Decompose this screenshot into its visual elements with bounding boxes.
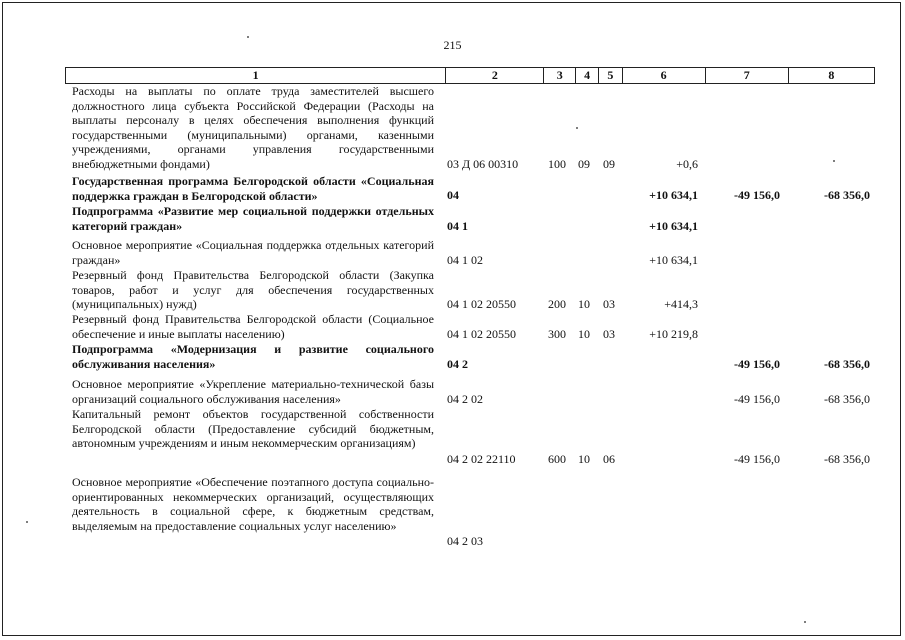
row-col-5: 03 — [603, 297, 615, 311]
scan-speck — [576, 127, 578, 129]
table-row-desc: Подпрограмма «Модернизация и развитие социального обслуживания населения» — [72, 342, 434, 371]
col-header-7: 7 — [705, 68, 788, 84]
scan-speck — [247, 36, 249, 38]
col-header-2: 2 — [446, 68, 544, 84]
table-row-desc: Капитальный ремонт объектов государственной собственности Белгородской области (Предоставление субсидий бюджетным, автономным учреждениям и иным некоммерческим организациям) — [72, 407, 434, 451]
row-col-7: -49 156,0 — [734, 452, 780, 466]
row-col-4: 09 — [578, 157, 590, 171]
row-code: 03 Д 06 00310 — [447, 157, 519, 171]
row-col-8: -68 356,0 — [824, 188, 870, 202]
row-col-3: 300 — [548, 327, 566, 341]
col-header-1: 1 — [66, 68, 446, 84]
col-header-8: 8 — [788, 68, 874, 84]
table-row-desc: Расходы на выплаты по оплате труда заместителей высшего должностного лица субъекта Российской Федерации (Расходы на выплаты персоналу в целях обеспечения выполнения функций государственными (муниципальными) органами, казенными учреждениями, органами управления государственными внебюджетными фондами) — [72, 84, 434, 171]
table-row-desc: Основное мероприятие «Обеспечение поэтапного доступа социально-ориентированных некоммерческих организаций, осуществляющих деятельность в социальной сфере, к бюджетным средствам, выделяемым на предоставление социальных услуг населению» — [72, 475, 434, 533]
scan-speck — [833, 160, 835, 162]
row-code: 04 1 — [447, 219, 468, 233]
table-row-desc: Подпрограмма «Развитие мер социальной поддержки отдельных категорий граждан» — [72, 204, 434, 233]
row-col-8: -68 356,0 — [824, 452, 870, 466]
scan-speck — [804, 621, 806, 623]
row-col-6: +10 634,1 — [649, 253, 698, 267]
table-row-desc: Основное мероприятие «Укрепление материально-технической базы организаций социального обслуживания населения» — [72, 377, 434, 406]
page-number: 215 — [443, 38, 462, 52]
row-col-8: -68 356,0 — [824, 357, 870, 371]
row-col-6: +10 219,8 — [649, 327, 698, 341]
column-header-row — [65, 67, 875, 84]
row-col-5: 03 — [603, 327, 615, 341]
table-row-desc: Резервный фонд Правительства Белгородской области (Закупка товаров, работ и услуг для обеспечения государственных (муниципальных) нужд) — [72, 268, 434, 312]
row-col-6: +10 634,1 — [649, 219, 698, 233]
row-col-8: -68 356,0 — [824, 392, 870, 406]
row-code: 04 2 03 — [447, 534, 483, 548]
row-code: 04 — [447, 188, 459, 202]
row-col-3: 200 — [548, 297, 566, 311]
row-code: 04 1 02 20550 — [447, 297, 516, 311]
row-col-5: 06 — [603, 452, 615, 466]
row-col-7: -49 156,0 — [734, 357, 780, 371]
row-col-7: -49 156,0 — [734, 392, 780, 406]
row-col-6: +0,6 — [676, 157, 698, 171]
row-col-3: 600 — [548, 452, 566, 466]
row-code: 04 2 — [447, 357, 468, 371]
row-code: 04 2 02 — [447, 392, 483, 406]
row-col-6: +10 634,1 — [649, 188, 698, 202]
row-col-4: 10 — [578, 297, 590, 311]
row-col-7: -49 156,0 — [734, 188, 780, 202]
row-col-4: 10 — [578, 452, 590, 466]
row-col-5: 09 — [603, 157, 615, 171]
table-row-desc: Основное мероприятие «Социальная поддержка отдельных категорий граждан» — [72, 238, 434, 267]
row-col-3: 100 — [548, 157, 566, 171]
table-row-desc: Резервный фонд Правительства Белгородской области (Социальное обеспечение и иные выплаты населению) — [72, 312, 434, 341]
col-header-3: 3 — [544, 68, 575, 84]
scan-speck — [26, 521, 28, 523]
col-header-5: 5 — [599, 68, 622, 84]
col-header-6: 6 — [622, 68, 705, 84]
row-code: 04 2 02 22110 — [447, 452, 516, 466]
table-row-desc: Государственная программа Белгородской области «Социальная поддержка граждан в Белгородской области» — [72, 174, 434, 203]
row-code: 04 1 02 20550 — [447, 327, 516, 341]
row-col-4: 10 — [578, 327, 590, 341]
row-code: 04 1 02 — [447, 253, 483, 267]
row-col-6: +414,3 — [664, 297, 698, 311]
col-header-4: 4 — [575, 68, 598, 84]
